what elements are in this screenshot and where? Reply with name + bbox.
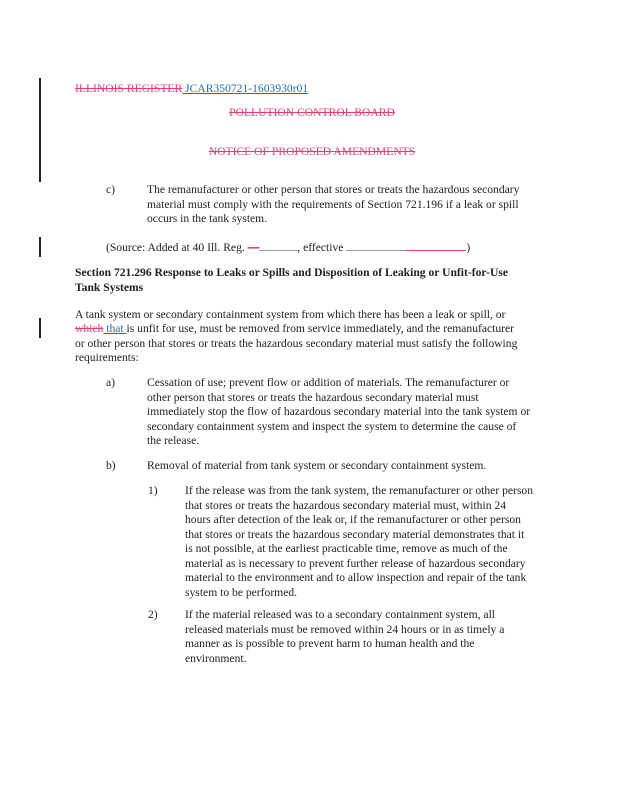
item-text: The remanufacturer or other person that stores or treats the hazardous secondary xyxy=(147,183,520,196)
deleted-text: ILLINOIS REGISTER xyxy=(75,82,183,95)
item-text: material to the environment and to allow inspection and repair of the tank xyxy=(185,571,527,584)
item-text: system to be performed. xyxy=(185,585,298,599)
item-text: is not possible, at the earliest practicable time, remove as much of the xyxy=(185,542,508,555)
item-text: that stores or treats the hazardous secondary material demonstrates that it xyxy=(185,527,525,541)
item-text: other person that stores or treats the hazardous secondary material must xyxy=(147,390,479,404)
source-suffix: ) xyxy=(466,241,471,254)
board-title: POLLUTION CONTROL BOARD xyxy=(229,106,395,119)
item-text: If the material released was to a secondary containment system, all xyxy=(185,608,496,621)
item-label: 1) xyxy=(148,484,158,497)
item-text: Cessation of use; prevent flow or addition of materials. The remanufacturer or xyxy=(147,376,510,389)
intro-text: requirements: xyxy=(75,351,139,364)
item-text: manner as is possible to prevent harm to human health and the xyxy=(185,637,475,650)
intro-text: or other person that stores or treats the hazardous secondary material must satisfy the following xyxy=(75,337,518,350)
intro-rest: is unfit for use, must be removed from service immediately, and the remanufacturer xyxy=(126,322,515,335)
deleted-text: which xyxy=(75,322,104,335)
change-bar xyxy=(39,78,41,182)
register-header xyxy=(75,82,308,96)
item-text: hours after detection of the leak or, if the remanufacturer or other person xyxy=(185,513,521,526)
item-label: 2) xyxy=(148,608,158,621)
item-label: a) xyxy=(106,376,116,389)
change-bar xyxy=(39,237,41,257)
intro-text: A tank system or secondary containment system from which there has been a leak or spill, or xyxy=(75,308,506,321)
source-prefix: (Source: Added at 40 Ill. Reg. xyxy=(106,241,248,254)
deleted-text: — xyxy=(247,241,260,254)
item-text: environment. xyxy=(185,651,247,665)
change-bar xyxy=(39,318,41,338)
inserted-text: JCAR350721-1603930r01 xyxy=(182,82,309,95)
source-note xyxy=(106,240,470,255)
item-text: secondary containment system and inspect the system to determine the cause of xyxy=(147,419,517,433)
item-text: occurs in the tank system. xyxy=(147,212,268,225)
source-middle: , effective xyxy=(297,241,347,254)
section-heading: Section 721.296 Response to Leaks or Spills and Disposition of Leaking or Unfit-for-Use xyxy=(75,266,508,279)
intro-text xyxy=(75,322,514,336)
item-label: c) xyxy=(106,183,116,196)
item-text: released materials must be removed within 24 hours or in as timely a xyxy=(185,622,505,636)
item-label: b) xyxy=(106,459,116,472)
inserted-text: that xyxy=(103,322,127,335)
item-text: Removal of material from tank system or secondary containment system. xyxy=(147,459,487,472)
section-heading: Tank Systems xyxy=(75,281,144,294)
item-text: the release. xyxy=(147,434,200,447)
item-text: material must comply with the requirements of Section 721.196 if a leak or spill xyxy=(147,197,519,211)
item-text: immediately stop the flow of hazardous secondary material into the tank system or xyxy=(147,405,531,418)
item-text: that stores or treats the hazardous secondary material must, within 24 xyxy=(185,498,506,512)
item-text: material as is necessary to prevent further release of hazardous secondary xyxy=(185,556,526,570)
item-text: If the release was from the tank system, the remanufacturer or other person xyxy=(185,484,533,497)
notice-title: NOTICE OF PROPOSED AMENDMENTS xyxy=(208,145,416,158)
